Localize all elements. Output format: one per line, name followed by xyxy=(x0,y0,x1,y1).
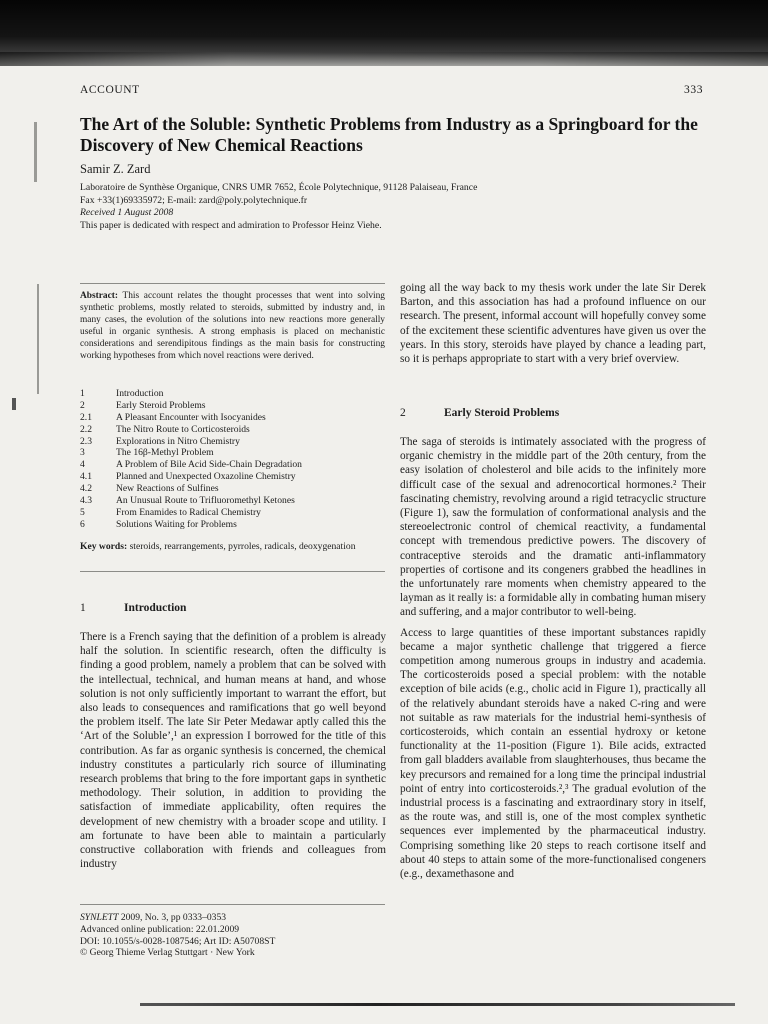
toc-item xyxy=(80,459,385,471)
toc-item xyxy=(80,388,385,400)
toc-title: Planned and Unexpected Oxazoline Chemistry xyxy=(116,471,296,483)
copyright: © Georg Thieme Verlag Stuttgart · New York xyxy=(80,947,255,959)
scan-margin-mark xyxy=(37,284,39,394)
page-number: 333 xyxy=(684,84,704,96)
scan-dark-border xyxy=(0,0,768,66)
received-date: Received 1 August 2008 xyxy=(80,207,174,219)
toc-item xyxy=(80,424,385,436)
toc-title: Solutions Waiting for Problems xyxy=(116,518,237,530)
toc-item xyxy=(80,507,385,519)
abstract xyxy=(80,291,385,362)
toc-number: 4.3 xyxy=(80,495,92,507)
section-number: 2 xyxy=(400,407,406,419)
citation-line xyxy=(80,912,385,924)
toc-item xyxy=(80,519,385,531)
affiliation-line: Laboratoire de Synthèse Organique, CNRS UMR 7652, École Polytechnique, 91128 Palaiseau, France xyxy=(80,182,478,193)
section-title: Introduction xyxy=(124,602,187,614)
right-column-intro xyxy=(400,281,706,372)
toc-title: Early Steroid Problems xyxy=(116,399,206,411)
contact-line: Fax +33(1)69335972; E-mail: zard@poly.polytechnique.fr xyxy=(80,194,308,206)
footer-rule xyxy=(80,904,385,905)
table-of-contents xyxy=(80,388,385,531)
introduction-text xyxy=(80,630,386,877)
paragraph: There is a French saying that the definition of a problem is already half the solution. In scientific research, often the difficulty is finding a good problem, namely a problem that can be solved with the intellectual, technical, and human means at hand, and whose solution is not only sufficiently important to warrant the effort, but also leads to consequences and ramifications that go well beyond the problem itself. The late Sir Peter Medawar aptly called this the ‘Art of the Soluble’,¹ an expression I borrowed for the title of this contribution. As far as organic synthesis is concerned, the chemical industry constitutes a particularly rich source of illuminating research problems that bring to the fore important gaps in synthetic methodology. Their solution, in addition to providing the satisfaction of immediate applicability, often requires the development of new chemistry with a broader scope and utility. I am fortunate to have been able to maintain a particularly constructive collaboration with friends and colleagues from industry xyxy=(80,631,386,871)
toc-number: 5 xyxy=(80,506,85,518)
paragraph: going all the way back to my thesis work under the late Sir Derek Barton, and this association has had a profound influence on our research. The present, informal account will hopefully convey some of the excitement these scientific adventures have given us over the years. In this story, steroids have played by chance a leading part, so it is perhaps appropriate to start with a very brief overview. xyxy=(400,282,706,366)
toc-title: A Pleasant Encounter with Isocyanides xyxy=(116,411,266,423)
affiliation xyxy=(80,182,720,232)
toc-number: 2.2 xyxy=(80,423,92,435)
scan-margin-mark xyxy=(34,122,37,182)
toc-number: 4 xyxy=(80,459,85,471)
toc-number: 3 xyxy=(80,447,85,459)
toc-number: 6 xyxy=(80,518,85,530)
section-title: Early Steroid Problems xyxy=(444,407,560,419)
section-heading xyxy=(80,602,186,614)
toc-title: From Enamides to Radical Chemistry xyxy=(116,506,261,518)
journal-name: SYNLETT xyxy=(80,912,119,923)
toc-item xyxy=(80,495,385,507)
abstract-bottom-rule xyxy=(80,571,385,572)
scan-bottom-edge xyxy=(140,1003,735,1006)
toc-item xyxy=(80,471,385,483)
toc-number: 2.1 xyxy=(80,411,92,423)
keywords-label: Key words: xyxy=(80,541,128,552)
doi: DOI: 10.1055/s-0028-1087546; Art ID: A50708ST xyxy=(80,935,276,947)
paragraph: The saga of steroids is intimately associated with the progress of organic chemistry in the middle part of the 20th century, from the easy isolation of cholesterol and bile acids to the infinitely more difficult case of the sexual and adrenocortical hormones.² Their fascinating chemistry, revolving around a rigid tetracyclic structure (Figure 1), saw the formulation of conformational analysis and the stereoelectronic control of chemical reactivity, a fundamental concept with tremendous predictive powers. The discovery of contraceptive steroids and the dramatic anti-inflammatory properties of cortisone and its congeners grabbed the headlines in the unfortunately rare moments when chemistry appeared to the layman as it really is: a formidable ally in combating human misery and suffering, and a major contributor to well-being. xyxy=(400,436,706,619)
abstract-top-rule xyxy=(80,283,385,284)
online-date: Advanced online publication: 22.01.2009 xyxy=(80,923,240,935)
toc-title: Introduction xyxy=(116,388,164,399)
section-2-text xyxy=(400,435,706,887)
scan-margin-mark xyxy=(12,398,16,410)
dedication: This paper is dedicated with respect and admiration to Professor Heinz Viehe. xyxy=(80,219,382,231)
toc-title: A Problem of Bile Acid Side-Chain Degradation xyxy=(116,459,302,471)
paragraph: Access to large quantities of these important substances rapidly became a major synthetic challenge that triggered a fierce competition among numerous groups in industry and academia. The corticosteroids posed a special problem: with the notable exception of bile acids (e.g., cholic acid in Figure 1), practically all of the relatively abundant steroids have a naked C-ring and were not suitable as raw materials for the industrial hemi-synthesis of corticosteroids, which contain an essential hydroxy or ketone functionality at the 11-position (Figure 1). Bile acids, extracted from gall bladders available from slaughterhouses, thus became the key precursors and remained for a long time the principal industrial point of entry into corticosteroids.²,³ The gradual evolution of the industrial process is a fascinating and extraordinary story in itself, as the route was, and still is, one of the most complex synthetic sequences ever implemented by the pharmaceutical industry. Comprising something like 20 steps to reach cortisone itself and about 40 steps to attain some of the more-functionalised congeners (e.g., dexamethasone and xyxy=(400,626,706,881)
toc-title: New Reactions of Sulfines xyxy=(116,483,219,495)
toc-number: 1 xyxy=(80,388,85,399)
keywords xyxy=(80,541,385,553)
section-label: ACCOUNT xyxy=(80,84,140,96)
toc-item xyxy=(80,412,385,424)
section-number: 1 xyxy=(80,602,86,614)
toc-number: 2 xyxy=(80,399,85,411)
citation-details: 2009, No. 3, pp 0333–0353 xyxy=(120,912,227,923)
toc-number: 4.1 xyxy=(80,471,92,483)
section-heading xyxy=(400,407,559,419)
toc-item xyxy=(80,447,385,459)
toc-title: The Nitro Route to Corticosteroids xyxy=(116,423,250,435)
toc-item xyxy=(80,483,385,495)
toc-title: An Unusual Route to Trifluoromethyl Ketones xyxy=(116,495,295,507)
keywords-text: steroids, rearrangements, pyrroles, radicals, deoxygenation xyxy=(129,541,356,552)
abstract-text: This account relates the thought processes that went into solving synthetic problems, mostly related to steroids, submitted by industry and, in many cases, the evolution of the solutions into new reactions more generally useful in organic synthesis. A strong emphasis is placed on mechanistic considerations and serendipitous findings as the main basis for constructing working hypotheses from which novel reactions were derived. xyxy=(80,291,385,361)
author-name: Samir Z. Zard xyxy=(80,162,151,176)
toc-item xyxy=(80,400,385,412)
toc-title: The 16β-Methyl Problem xyxy=(116,447,214,459)
citation-footer xyxy=(80,912,385,959)
toc-title: Explorations in Nitro Chemistry xyxy=(116,435,240,447)
article-title: The Art of the Soluble: Synthetic Problems from Industry as a Springboard for the Discovery of New Chemical Reactions xyxy=(80,114,698,155)
abstract-label: Abstract: xyxy=(80,291,119,301)
toc-number: 4.2 xyxy=(80,483,92,495)
toc-number: 2.3 xyxy=(80,435,92,447)
toc-item xyxy=(80,436,385,448)
